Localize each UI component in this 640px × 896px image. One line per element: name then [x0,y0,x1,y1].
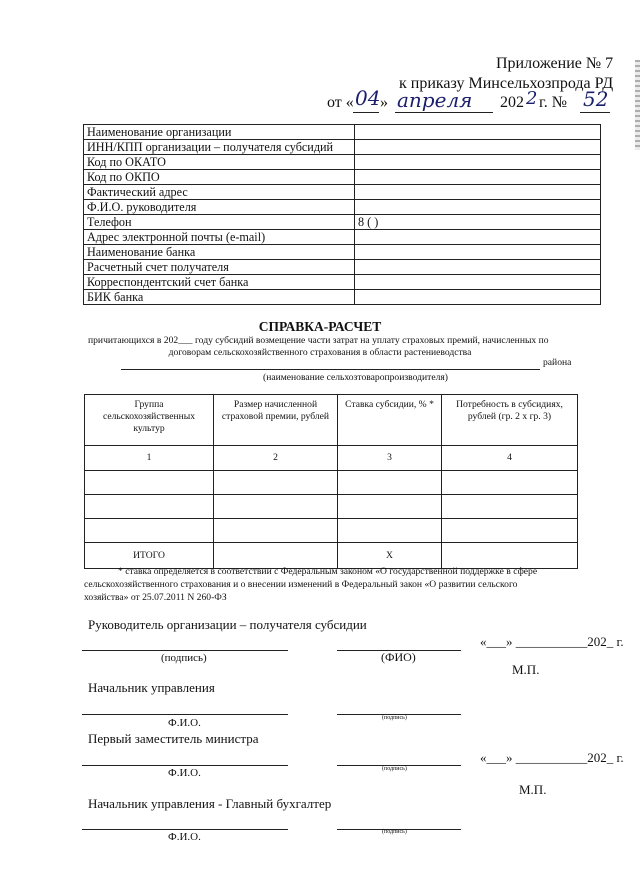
total-rate: Х [338,543,442,569]
date-field-1[interactable]: «___» ___________202_ г. [480,634,624,649]
info-label: Телефон [84,215,355,230]
date-prefix: от « [327,94,354,111]
header-subsidy-need: Потребность в субсидиях, рублей (гр. 2 х гр. 3) [442,395,578,446]
fio-caption-3: Ф.И.О. [168,767,201,779]
info-label: Наименование организации [84,125,355,140]
fio-caption-4: Ф.И.О. [168,831,201,843]
info-row [84,170,601,185]
info-label: Корреспондентский счет банка [84,275,355,290]
footnote-line-3: хозяйства» от 25.07.2011 N 260-ФЗ [84,592,227,603]
year-suffix: г. № [539,94,568,111]
info-value[interactable] [355,170,601,185]
handwritten-day: 04 [355,86,381,110]
first-deputy-label: Первый заместитель министра [88,731,259,746]
head-org-label: Руководитель организации – получателя субсидии [88,617,367,632]
column-number-4: 4 [442,446,578,471]
info-label: Наименование банка [84,245,355,260]
table-row [85,519,578,543]
document-title: СПРАВКА-РАСЧЕТ [258,319,382,334]
footnote-line-2: сельскохозяйственного страхования и о внесении изменений в Федеральный закон «О развитии сельского [84,579,518,590]
date-mid: » [380,94,388,111]
table-cell[interactable] [214,495,338,519]
info-row [84,245,601,260]
info-label: Ф.И.О. руководителя [84,200,355,215]
fio-caption: (ФИО) [381,650,416,664]
info-row [84,290,601,305]
signature-line-head-org[interactable] [82,650,288,651]
info-value[interactable] [355,230,601,245]
info-value[interactable] [355,125,601,140]
info-label: ИНН/КПП организации – получателя субсидий [84,140,355,155]
info-value[interactable] [355,155,601,170]
total-need-cell[interactable] [442,543,578,569]
info-label: Расчетный счет получателя [84,260,355,275]
table-cell[interactable] [338,471,442,495]
order-line: к приказу Минсельхозпрода РД [399,75,614,92]
subsidy-calculation-table [84,394,578,569]
podpis-small-caption-2: (подпись) [382,715,407,721]
producer-caption: (наименование сельхозтоваропроизводителя) [263,372,448,383]
footnote-line-1: * ставка определяется в соответствии с Федеральным законом «О государственной поддержке в сфере [118,566,538,577]
table-cell[interactable] [442,495,578,519]
subtitle-line-2: договорам сельскохозяйственного страхования в области растениеводства [168,347,472,358]
info-row [84,125,601,140]
column-number-1: 1 [85,446,214,471]
info-value[interactable] [355,200,601,215]
fio-line-chief-accountant[interactable] [82,829,288,830]
scan-edge [635,60,640,150]
fio-caption-2: Ф.И.О. [168,717,201,729]
table-row [85,495,578,519]
fio-line-head-dept[interactable] [82,714,288,715]
info-value[interactable] [355,275,601,290]
handwritten-year-digit: 2 [526,88,538,109]
header-premium-size: Размер начисленной страховой премии, рублей [214,395,338,446]
podpis-small-caption-4: (подпись) [382,829,407,835]
info-value[interactable] [355,245,601,260]
table-cell[interactable] [214,519,338,543]
info-row [84,215,601,230]
info-label: БИК банка [84,290,355,305]
table-cell[interactable] [442,519,578,543]
info-row [84,185,601,200]
seal-place-1: М.П. [512,662,540,677]
table-cell[interactable] [442,471,578,495]
handwritten-number: 52 [583,87,609,111]
date-field-2[interactable]: «___» ___________202_ г. [480,750,624,765]
info-row [84,275,601,290]
chief-accountant-label: Начальник управления - Главный бухгалтер [88,796,332,811]
table-cell[interactable] [85,495,214,519]
podpis-small-caption-3: (подпись) [382,766,407,772]
total-premium-cell[interactable] [214,543,338,569]
info-row [84,155,601,170]
subtitle-line-1: причитающихся в 202___ году субсидий возмещение части затрат на уплату страховых премий, начисленных по [88,335,549,346]
header-crop-group: Группа сельскохозяйственных культур [85,395,214,446]
handwritten-month: апреля [397,88,473,112]
table-cell[interactable] [85,471,214,495]
info-label: Код по ОКАТО [84,155,355,170]
info-row [84,260,601,275]
info-row [84,140,601,155]
header-subsidy-rate: Ставка субсидии, % * [338,395,442,446]
table-cell[interactable] [338,495,442,519]
column-number-2: 2 [214,446,338,471]
order-date-line [327,86,617,114]
organization-info-table [83,124,601,305]
podpis-caption: (подпись) [161,652,207,664]
info-label: Код по ОКПО [84,170,355,185]
table-cell[interactable] [338,519,442,543]
column-number-3: 3 [338,446,442,471]
total-label: ИТОГО [85,543,214,569]
info-row [84,200,601,215]
info-value[interactable]: 8 ( ) [355,215,601,230]
info-value[interactable] [355,260,601,275]
district-suffix: района [543,357,572,368]
info-value[interactable] [355,185,601,200]
appendix-label: Приложение № 7 [496,55,614,72]
head-dept-label: Начальник управления [88,680,215,695]
info-label: Адрес электронной почты (e-mail) [84,230,355,245]
fio-line-first-deputy[interactable] [82,765,288,766]
table-row [85,471,578,495]
year-prefix: 202 [500,94,524,111]
district-field-line[interactable] [121,369,540,370]
info-label: Фактический адрес [84,185,355,200]
seal-place-2: М.П. [519,782,547,797]
table-cell[interactable] [85,519,214,543]
info-row [84,230,601,245]
info-value[interactable] [355,290,601,305]
info-value[interactable] [355,140,601,155]
table-cell[interactable] [214,471,338,495]
